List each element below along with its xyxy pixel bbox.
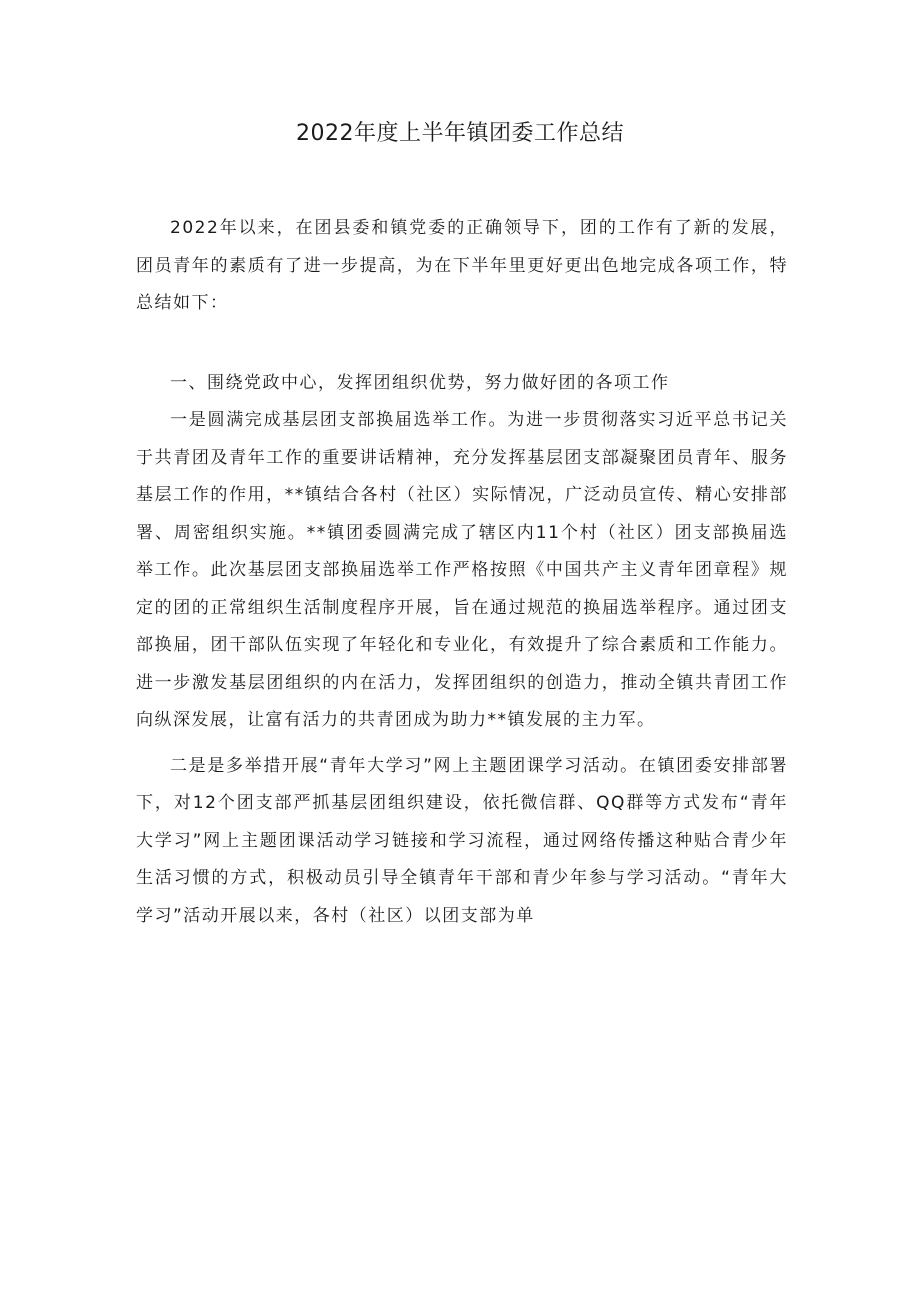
document-body (136, 210, 788, 935)
section-heading: 一、围绕党政中心，发挥团组织优势，努力做好团的各项工作 (170, 372, 670, 393)
body-paragraph: 二是是多举措开展“青年大学习”网上主题团课学习活动。在镇团委安排部署下，对12个团支部严抓基层团组织建设，依托微信群、QQ群等方式发布“青年大学习”网上主题团课活动学习链接和学习流程，通过网络传播这种贴合青少年生活习惯的方式，积极动员引导全镇青年干部和青少年参与学习活动。“青年大学习”活动开展以来，各村（社区）以团支部为单 (136, 755, 788, 926)
paragraph-spacer (136, 740, 788, 748)
paragraph-spacer (136, 323, 788, 365)
body-paragraph: 一是圆满完成基层团支部换届选举工作。为进一步贯彻落实习近平总书记关于共青团及青年工作的重要讲话精神，充分发挥基层团支部凝聚团员青年、服务基层工作的作用，**镇结合各村（社区）实际情况，广泛动员宣传、精心安排部署、周密组织实施。**镇团委圆满完成了辖区内11个村（社区）团支部换届选举工作。此次基层团支部换届选举工作严格按照《中国共产主义青年团章程》规定的团的正常组织生活制度程序开展，旨在通过规范的换届选举程序。通过团支部换届，团干部队伍实现了年轻化和专业化，有效提升了综合素质和工作能力。进一步激发基层团组织的内在活力，发挥团组织的创造力，推动全镇共青团工作向纵深发展，让富有活力的共青团成为助力**镇发展的主力军。 (136, 410, 788, 730)
document-title: 2022年度上半年镇团委工作总结 (296, 121, 624, 146)
intro-paragraph: 2022年以来，在团县委和镇党委的正确领导下，团的工作有了新的发展，团员青年的素质有了进一步提高，为在下半年里更好更出色地完成各项工作，特总结如下： (136, 218, 788, 313)
